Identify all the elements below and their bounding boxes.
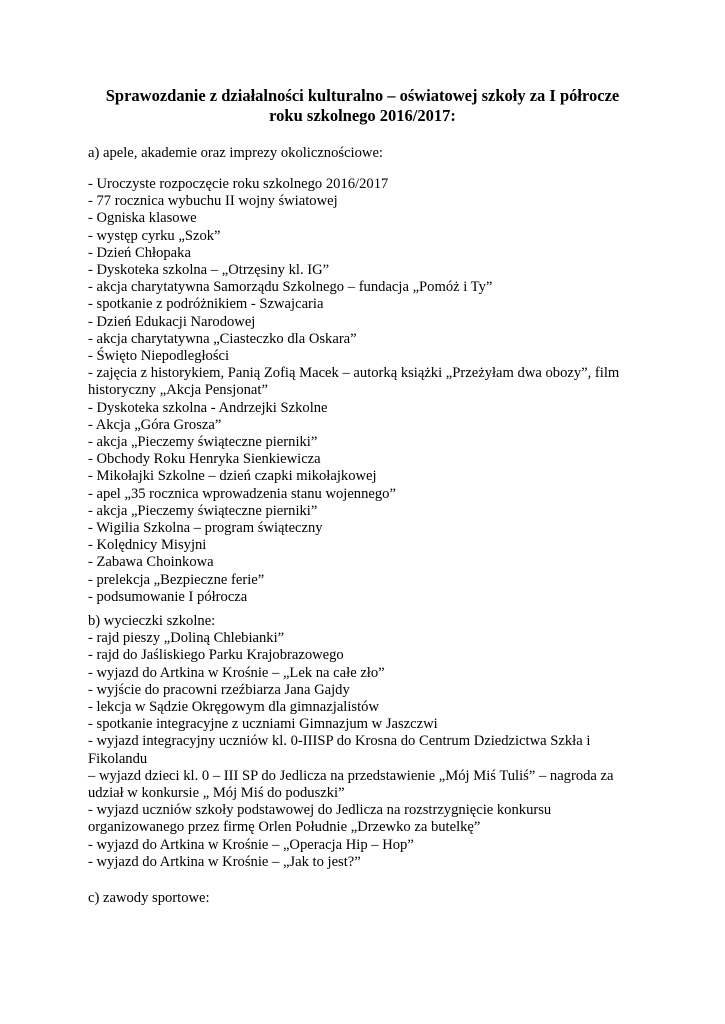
list-item: - rajd pieszy „Doliną Chlebianki” — [88, 630, 285, 647]
list-item: - Dyskoteka szkolna - Andrzejki Szkolne — [88, 399, 328, 416]
list-item: - Wigilia Szkolna – program świąteczny — [88, 520, 323, 537]
document-title — [60, 86, 665, 126]
list-item: - wyjście do pracowni rzeźbiarza Jana Gajdy — [88, 681, 350, 698]
list-item: - zajęcia z historykiem, Panią Zofią Macek – autorką książki „Przeżyłam dwa obozy”, film — [88, 365, 620, 382]
list-item-continuation: Fikolandu — [88, 750, 148, 767]
list-item: - Dzień Edukacji Narodowej — [88, 313, 256, 330]
list-item: - wyjazd integracyjny uczniów kl. 0-IIISP do Krosna do Centrum Dziedzictwa Szkła i — [88, 733, 591, 750]
list-item: - prelekcja „Bezpieczne ferie” — [88, 571, 265, 588]
list-item: - występ cyrku „Szok” — [88, 227, 221, 244]
section-a-heading: a) apele, akademie oraz imprezy okolicznościowe: — [88, 145, 383, 161]
list-item: - lekcja w Sądzie Okręgowym dla gimnazjalistów — [88, 699, 379, 716]
list-item: - wyjazd do Artkina w Krośnie – „Jak to jest?” — [88, 853, 361, 870]
list-item: - Święto Niepodległości — [88, 348, 230, 365]
list-item-continuation: organizowanego przez firmę Orlen Południe „Drzewko za butelkę” — [88, 819, 481, 836]
list-item: - Zabawa Choinkowa — [88, 554, 214, 571]
list-item: - akcja charytatywna Samorządu Szkolnego – fundacja „Pomóż i Ty” — [88, 279, 493, 296]
list-item: - 77 rocznica wybuchu II wojny światowej — [88, 193, 338, 210]
list-item: - podsumowanie I półrocza — [88, 588, 248, 605]
list-item-continuation: historyczny „Akcja Pensjonat” — [88, 382, 268, 399]
section-c-heading: c) zawody sportowe: — [88, 890, 210, 906]
list-item: - wyjazd do Artkina w Krośnie – „Lek na całe zło” — [88, 664, 385, 681]
list-item: - spotkanie integracyjne z uczniami Gimnazjum w Jaszczwi — [88, 716, 438, 733]
list-item: - akcja „Pieczemy świąteczne pierniki” — [88, 502, 318, 519]
list-item: - Ogniska klasowe — [88, 210, 197, 227]
title-line-1: Sprawozdanie z działalności kulturalno – oświatowej szkoły za I półrocze — [105, 86, 620, 105]
list-item: - Mikołajki Szkolne – dzień czapki mikołajkowej — [88, 468, 377, 485]
section-b — [88, 613, 648, 871]
list-item: - Uroczyste rozpoczęcie roku szkolnego 2016/2017 — [88, 176, 389, 192]
list-item: - Akcja „Góra Grosza” — [88, 416, 222, 433]
list-item: - rajd do Jaśliskiego Parku Krajobrazowego — [88, 647, 344, 664]
list-item: - Kolędnicy Misyjni — [88, 537, 207, 554]
list-item: - Obchody Roku Henryka Sienkiewicza — [88, 451, 321, 468]
list-item: - wyjazd uczniów szkoły podstawowej do Jedlicza na rozstrzygnięcie konkursu — [88, 802, 552, 819]
list-item: - Dzień Chłopaka — [88, 244, 191, 261]
list-item: - akcja charytatywna „Ciasteczko dla Oskara” — [88, 330, 357, 347]
list-item: - spotkanie z podróżnikiem - Szwajcaria — [88, 296, 324, 313]
list-item: - apel „35 rocznica wprowadzenia stanu wojennego” — [88, 485, 396, 502]
list-item: - wyjazd do Artkina w Krośnie – „Operacja Hip – Hop” — [88, 836, 414, 853]
section-b-heading: b) wycieczki szkolne: — [88, 613, 216, 629]
list-item: - Dyskoteka szkolna – „Otrzęsiny kl. IG” — [88, 262, 330, 279]
section-a-list — [88, 176, 648, 606]
list-item: – wyjazd dzieci kl. 0 – III SP do Jedlicza na przedstawienie „Mój Miś Tuliś” – nagroda za — [88, 767, 614, 784]
title-line-2: roku szkolnego 2016/2017: — [269, 106, 456, 125]
list-item-continuation: udział w konkursie „ Mój Miś do poduszki” — [88, 785, 345, 802]
list-item: - akcja „Pieczemy świąteczne pierniki” — [88, 434, 318, 451]
